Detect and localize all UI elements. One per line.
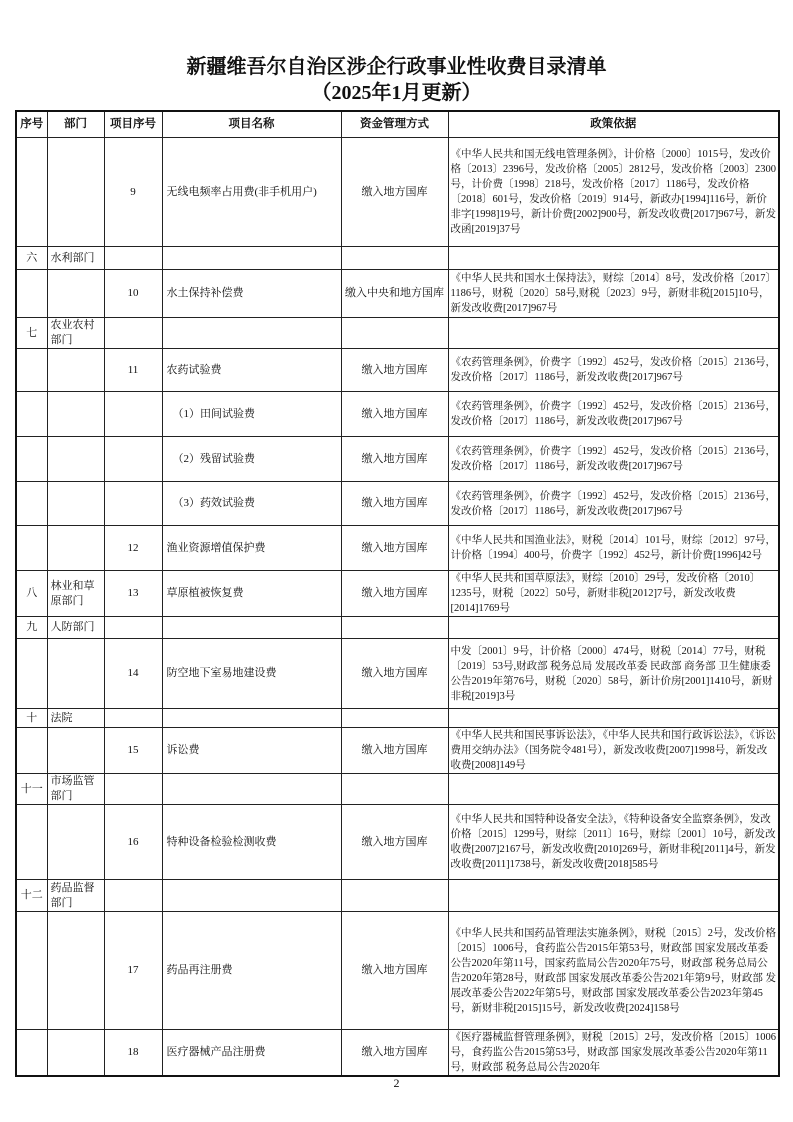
cell-dept (47, 728, 104, 774)
cell-policy-basis: 中发〔2001〕9号，计价格〔2000〕474号，财税〔2014〕77号，财税〔2019〕53号,财政部 税务总局 发展改革委 民政部 商务部 卫生健康委公告2019年第76号，财税〔2020〕58号，新计价房[2001]1410号，新财非税[2019]3号 (448, 639, 779, 709)
cell-item-name: 诉讼费 (162, 728, 341, 774)
cell-fund-mgmt: 缴入地方国库 (341, 571, 448, 617)
cell-fund-mgmt: 缴入地方国库 (341, 912, 448, 1030)
cell-item-no (104, 709, 162, 728)
cell-fund-mgmt: 缴入地方国库 (341, 392, 448, 437)
cell-policy-basis (448, 709, 779, 728)
cell-dept: 药品监督部门 (47, 880, 104, 912)
cell-dept: 法院 (47, 709, 104, 728)
cell-dept (47, 482, 104, 526)
cell-item-name: （2）残留试验费 (162, 437, 341, 482)
department-row (16, 774, 779, 805)
cell-seq: 八 (16, 571, 47, 617)
cell-fund-mgmt (341, 617, 448, 639)
cell-seq (16, 270, 47, 318)
cell-policy-basis: 《医疗器械监督管理条例》，财税〔2015〕2号，发改价格〔2015〕1006号，食药监公告2015第53号，财政部 国家发展改革委公告2020年第11号，财政部 税务总局公告2020年 (448, 1030, 779, 1077)
cell-dept: 水利部门 (47, 247, 104, 270)
cell-item-no (104, 392, 162, 437)
cell-item-name: 无线电频率占用费(非手机用户) (162, 138, 341, 247)
table-row (16, 728, 779, 774)
cell-dept (47, 349, 104, 392)
cell-fund-mgmt: 缴入地方国库 (341, 349, 448, 392)
cell-item-no: 18 (104, 1030, 162, 1077)
cell-fund-mgmt (341, 247, 448, 270)
cell-policy-basis: 《中华人民共和国药品管理法实施条例》，财税〔2015〕2号，发改价格〔2015〕1006号，食药监公告2015年第53号，财政部 国家发展改革委公告2020年第11号，国家药监局公告2020年75号，财政部 税务总局公告2020年第28号，财政部 国家发展改革委公告2021年第9号，财政部 发展改革委公告2022年第5号，财政部 国家发展改革委公告2023年第45号，新财非税[2015]15号，新发改收费[2024]158号 (448, 912, 779, 1030)
cell-fund-mgmt: 缴入地方国库 (341, 728, 448, 774)
cell-dept (47, 1030, 104, 1077)
cell-dept (47, 138, 104, 247)
cell-dept: 人防部门 (47, 617, 104, 639)
cell-fund-mgmt: 缴入中央和地方国库 (341, 270, 448, 318)
department-row (16, 617, 779, 639)
cell-item-no: 15 (104, 728, 162, 774)
department-row (16, 709, 779, 728)
cell-item-no: 13 (104, 571, 162, 617)
cell-policy-basis: 《农药管理条例》，价费字〔1992〕452号，发改价格〔2015〕2136号，发改价格〔2017〕1186号，新发改收费[2017]967号 (448, 349, 779, 392)
cell-policy-basis (448, 617, 779, 639)
cell-item-name: 医疗器械产品注册费 (162, 1030, 341, 1077)
cell-dept: 农业农村部门 (47, 318, 104, 349)
cell-item-name (162, 247, 341, 270)
cell-fund-mgmt: 缴入地方国库 (341, 1030, 448, 1077)
cell-seq (16, 138, 47, 247)
cell-seq (16, 482, 47, 526)
cell-dept (47, 639, 104, 709)
cell-policy-basis: 《农药管理条例》，价费字〔1992〕452号，发改价格〔2015〕2136号，发改价格〔2017〕1186号，新发改收费[2017]967号 (448, 482, 779, 526)
cell-seq: 七 (16, 318, 47, 349)
cell-dept (47, 526, 104, 571)
cell-fund-mgmt: 缴入地方国库 (341, 437, 448, 482)
cell-seq: 十 (16, 709, 47, 728)
table-row (16, 482, 779, 526)
cell-fund-mgmt (341, 774, 448, 805)
document-title: 新疆维吾尔自治区涉企行政事业性收费目录清单 (186, 56, 607, 78)
col-header-item-name: 项目名称 (162, 111, 341, 138)
cell-policy-basis: 《中华人民共和国草原法》，财综〔2010〕29号，发改价格〔2010〕1235号，财税〔2022〕50号，新财非税[2012]7号，新发改收费[2014]1769号 (448, 571, 779, 617)
cell-item-no (104, 774, 162, 805)
cell-seq (16, 437, 47, 482)
cell-dept: 市场监管部门 (47, 774, 104, 805)
table-row (16, 805, 779, 880)
col-header-fund-mgmt: 资金管理方式 (341, 111, 448, 138)
cell-item-no (104, 247, 162, 270)
table-row (16, 912, 779, 1030)
table-row (16, 392, 779, 437)
cell-item-no: 12 (104, 526, 162, 571)
cell-dept (47, 392, 104, 437)
cell-fund-mgmt (341, 709, 448, 728)
cell-item-no (104, 482, 162, 526)
cell-item-name: 药品再注册费 (162, 912, 341, 1030)
cell-item-name (162, 318, 341, 349)
cell-dept (47, 805, 104, 880)
cell-item-no: 10 (104, 270, 162, 318)
page-number: 2 (393, 1076, 400, 1090)
table-row (16, 571, 779, 617)
cell-seq: 十一 (16, 774, 47, 805)
cell-seq (16, 392, 47, 437)
cell-policy-basis: 《中华人民共和国特种设备安全法》，《特种设备安全监察条例》，发改价格〔2015〕1299号，财综〔2011〕16号，财综〔2001〕10号，新发改收费[2007]2167号，新发改收费[2010]269号，新财非税[2011]4号，新发改收费[2011]1738号，新发改收费[2018]585号 (448, 805, 779, 880)
cell-seq (16, 526, 47, 571)
cell-seq (16, 728, 47, 774)
table-row (16, 639, 779, 709)
table-header-row (16, 111, 779, 138)
cell-dept: 林业和草原部门 (47, 571, 104, 617)
cell-item-no (104, 318, 162, 349)
cell-policy-basis: 《中华人民共和国无线电管理条例》，计价格〔2000〕1015号，发改价格〔2013〕2396号，发改价格〔2005〕2812号，发改价格〔2003〕2300号，计价费〔1998〕218号，发改价格〔2017〕1186号，发改价格〔2018〕601号，发改价格〔2019〕914号，新政办[1994]116号，新价非字[1998]19号，新计价费[2002]900号，新发改收费[2017]967号，新发改函[2019]37号 (448, 138, 779, 247)
table-row (16, 1030, 779, 1077)
cell-item-no: 16 (104, 805, 162, 880)
cell-item-name: （3）药效试验费 (162, 482, 341, 526)
cell-item-no: 11 (104, 349, 162, 392)
cell-seq (16, 1030, 47, 1077)
col-header-seq: 序号 (16, 111, 47, 138)
cell-seq: 九 (16, 617, 47, 639)
cell-seq (16, 349, 47, 392)
cell-policy-basis (448, 247, 779, 270)
cell-fund-mgmt: 缴入地方国库 (341, 805, 448, 880)
cell-item-name: 防空地下室易地建设费 (162, 639, 341, 709)
table-row (16, 526, 779, 571)
cell-policy-basis (448, 774, 779, 805)
cell-item-name: 特种设备检验检测收费 (162, 805, 341, 880)
table-row (16, 270, 779, 318)
cell-seq: 十二 (16, 880, 47, 912)
cell-dept (47, 270, 104, 318)
cell-item-name: 水土保持补偿费 (162, 270, 341, 318)
cell-fund-mgmt (341, 318, 448, 349)
cell-item-name: 草原植被恢复费 (162, 571, 341, 617)
cell-policy-basis: 《中华人民共和国民事诉讼法》，《中华人民共和国行政诉讼法》，《诉讼费用交纳办法》（国务院令481号），新发改收费[2007]1998号，新发改收费[2008]149号 (448, 728, 779, 774)
cell-item-no (104, 880, 162, 912)
cell-seq (16, 912, 47, 1030)
cell-policy-basis: 《农药管理条例》，价费字〔1992〕452号，发改价格〔2015〕2136号，发改价格〔2017〕1186号，新发改收费[2017]967号 (448, 437, 779, 482)
cell-fund-mgmt: 缴入地方国库 (341, 526, 448, 571)
cell-item-no: 14 (104, 639, 162, 709)
cell-item-name: （1）田间试验费 (162, 392, 341, 437)
department-row (16, 880, 779, 912)
cell-policy-basis: 《中华人民共和国渔业法》，财税〔2014〕101号，财综〔2012〕97号，计价格〔1994〕400号，价费字〔1992〕452号，新计价费[1996]42号 (448, 526, 779, 571)
cell-item-name: 农药试验费 (162, 349, 341, 392)
cell-fund-mgmt (341, 880, 448, 912)
cell-item-no: 17 (104, 912, 162, 1030)
cell-item-name (162, 709, 341, 728)
table-row (16, 349, 779, 392)
cell-item-name (162, 774, 341, 805)
cell-item-name: 渔业资源增值保护费 (162, 526, 341, 571)
cell-item-no (104, 617, 162, 639)
table-row (16, 138, 779, 247)
fee-catalog-table (15, 110, 780, 1077)
col-header-item-no: 项目序号 (104, 111, 162, 138)
col-header-policy-basis: 政策依据 (448, 111, 779, 138)
cell-fund-mgmt: 缴入地方国库 (341, 138, 448, 247)
cell-fund-mgmt: 缴入地方国库 (341, 639, 448, 709)
cell-item-no (104, 437, 162, 482)
department-row (16, 318, 779, 349)
cell-policy-basis: 《中华人民共和国水土保持法》，财综〔2014〕8号，发改价格〔2017〕1186号，财税〔2020〕58号,财税〔2023〕9号，新财非税[2015]10号，新发改收费[2017]967号 (448, 270, 779, 318)
cell-policy-basis: 《农药管理条例》，价费字〔1992〕452号，发改价格〔2015〕2136号，发改价格〔2017〕1186号，新发改收费[2017]967号 (448, 392, 779, 437)
cell-item-no: 9 (104, 138, 162, 247)
cell-dept (47, 437, 104, 482)
document-subtitle: （2025年1月更新） (311, 82, 482, 104)
cell-seq (16, 639, 47, 709)
cell-item-name (162, 880, 341, 912)
cell-policy-basis (448, 318, 779, 349)
cell-item-name (162, 617, 341, 639)
table-row (16, 437, 779, 482)
cell-seq: 六 (16, 247, 47, 270)
col-header-dept: 部门 (47, 111, 104, 138)
department-row (16, 247, 779, 270)
cell-fund-mgmt: 缴入地方国库 (341, 482, 448, 526)
cell-policy-basis (448, 880, 779, 912)
cell-dept (47, 912, 104, 1030)
cell-seq (16, 805, 47, 880)
